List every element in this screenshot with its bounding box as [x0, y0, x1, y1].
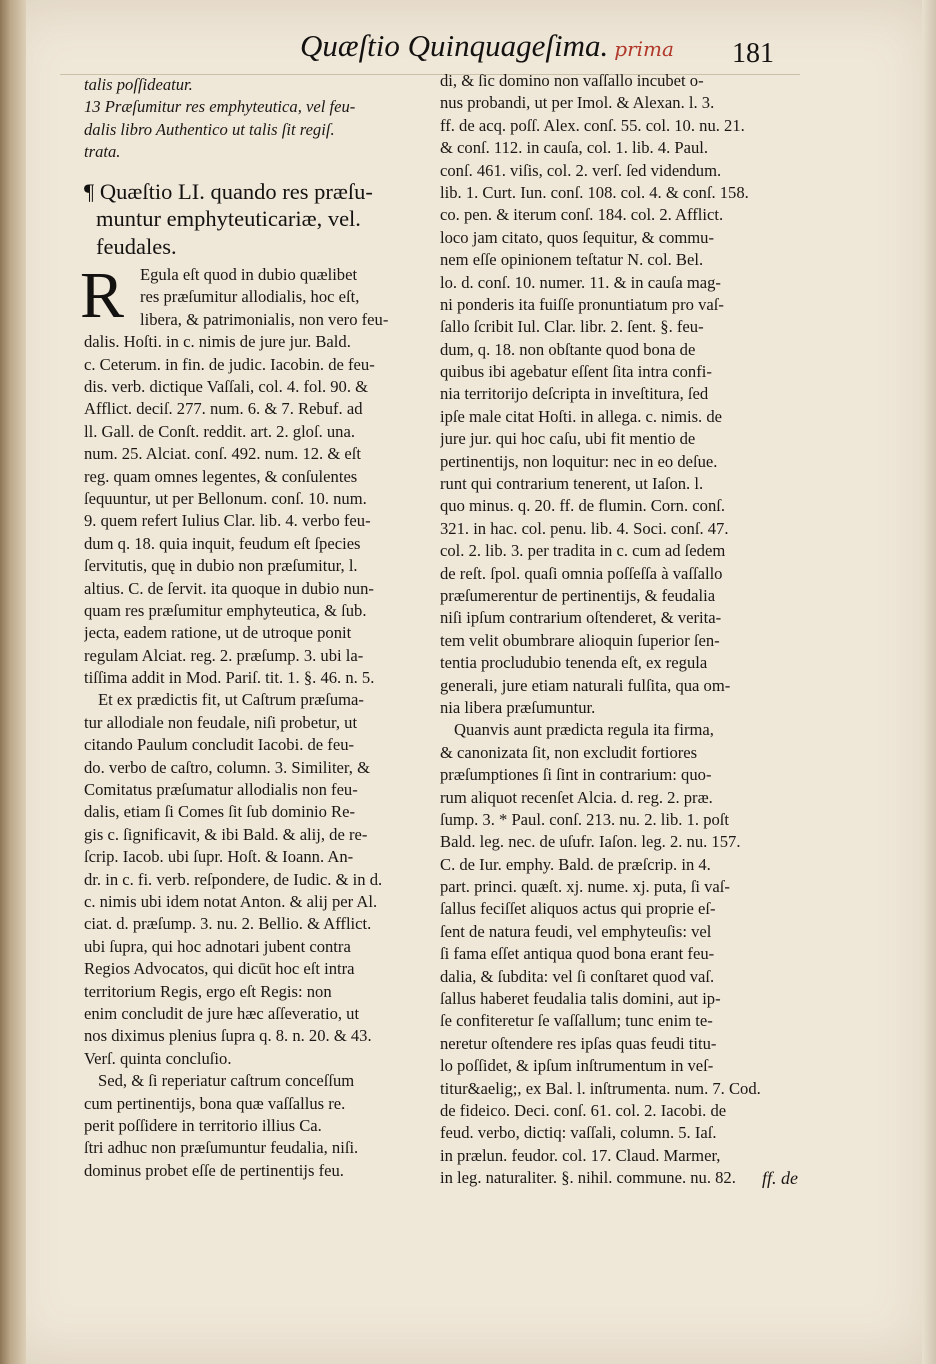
text-line: reg. quam omnes legentes, & conſulentes — [84, 466, 358, 486]
text-line: ſent de natura feudi, vel emphyteuſis: vel — [440, 921, 712, 941]
text-line: altius. C. de ſervit. ita quoque in dubio nun- — [84, 578, 374, 598]
text-line: do. verbo de caſtro, column. 3. Similiter, & — [84, 757, 370, 777]
text-line: ſtri adhuc non præſumuntur feudalia, niſi. — [84, 1138, 359, 1158]
text-line: in leg. naturaliter. §. nihil. commune. nu. 82. — [440, 1168, 736, 1188]
text-line: nem eſſe opinionem teſtatur N. col. Bel. — [440, 250, 704, 270]
text-line: regulam Alciat. reg. 2. præſump. 3. ubi la- — [84, 645, 364, 665]
text-line: ſe confiteretur ſe vaſſallum; tunc enim te- — [440, 1011, 713, 1031]
text-line: dis. verb. dictique Vaſſali, col. 4. fol. 90. & — [84, 377, 369, 397]
text-line: neretur oſtendere res ipſas quas feudi titu- — [440, 1033, 717, 1053]
text-line: ll. Gall. de Conſt. reddit. art. 2. gloſ. una. — [84, 421, 355, 441]
text-line: c. Ceterum. in fin. de judic. Iacobin. de feu- — [84, 354, 375, 374]
book-binding — [0, 0, 26, 1364]
text-line: lo poſſidet, & ipſum inſtrumentum in veſ- — [440, 1056, 714, 1076]
text-line: libera, & patrimonialis, non vero feu- — [140, 309, 389, 329]
text-line: gis c. ſignificavit, & ibi Bald. & alij, de re- — [84, 824, 368, 844]
text-line: enim concludit de jure hæc aſſeveratio, ut — [84, 1003, 360, 1023]
text-line: Comitatus præſumatur allodialis non feu- — [84, 780, 358, 800]
left-column — [80, 74, 418, 1182]
text-line: nus probandi, ut per Imol. & Alexan. l. 3. — [440, 93, 715, 113]
text-line: ſallo ſcribit Iul. Clar. libr. 2. ſent. §. feu- — [440, 317, 704, 337]
text-line: generali, jure etiam naturali fulſita, qua om- — [440, 675, 731, 695]
text-line: 9. quem refert Iulius Clar. lib. 4. verbo feu- — [84, 511, 371, 531]
text-line: nos diximus plenius ſupra q. 8. n. 20. & 43. — [84, 1026, 372, 1046]
text-line: tiſſima addit in Mod. Pariſ. tit. 1. §. 46. n. 5. — [84, 668, 375, 688]
question-heading — [84, 178, 418, 261]
text-line: dum, q. 18. non obſtante quod bona de — [440, 339, 696, 359]
text-line: ſcrip. Iacob. ubi ſupr. Hoſt. & Ioann. An- — [84, 847, 354, 867]
text-line: ſi fama eſſet antiqua quod bona erant feu- — [440, 944, 715, 964]
text-line: jecta, eadem ratione, ut de utroque ponit — [84, 623, 352, 643]
opening-lines — [84, 74, 418, 164]
text-line: Regios Advocatos, qui dicūt hoc eſt intra — [84, 959, 355, 979]
text-line: trata. — [84, 142, 121, 162]
heading-line: muntur emphyteuticariæ, vel. — [96, 206, 361, 232]
text-line: ff. de acq. poſſ. Alex. conſ. 55. col. 10. nu. 21. — [440, 115, 745, 135]
text-line: Verſ. quinta concluſio. — [84, 1048, 232, 1068]
text-line: præſumptiones ſi ſint in contrarium: quo- — [440, 765, 712, 785]
text-line: dalis, etiam ſi Comes ſit ſub dominio Re- — [84, 802, 356, 822]
heading-line: feudales. — [96, 233, 177, 259]
text-line: feud. verbo, dictiq: vaſſali, column. 5. Iaſ. — [440, 1123, 717, 1143]
text-line: dalis libro Authentico ut talis ſit regiſ. — [84, 119, 335, 139]
text-line: & canonizata ſit, non excludit fortiores — [440, 742, 698, 762]
text-line: dr. in c. fi. verb. reſpondere, de Iudic. & in d. — [84, 869, 383, 889]
text-line: Et ex prædictis fit, ut Caſtrum præſuma- — [98, 690, 364, 710]
text-line: quo minus. q. 20. ff. de flumin. Corn. conſ. — [440, 496, 725, 516]
text-line: col. 2. lib. 3. per tradita in c. cum ad ſedem — [440, 541, 726, 561]
text-line: perit poſſidere in territorio illius Ca. — [84, 1115, 322, 1135]
text-line: & conſ. 112. in cauſa, col. 1. lib. 4. Paul. — [440, 138, 709, 158]
text-line: quam res præſumitur emphyteutica, & ſub. — [84, 600, 367, 620]
text-line: c. nimis ubi idem notat Anton. & alij per Al. — [84, 892, 378, 911]
text-line: part. princi. quæſt. xj. nume. xj. puta, ſi vaſ- — [440, 877, 730, 897]
text-line: talis poſſideatur. — [84, 75, 193, 94]
text-line: di, & ſic domino non vaſſallo incubet o- — [440, 71, 704, 90]
text-line: Bald. leg. nec. de uſufr. Iaſon. leg. 2. nu. 157. — [440, 832, 741, 852]
running-head-title: Quæſtio Quinquageſima. — [300, 28, 609, 63]
text-line: C. de Iur. emphy. Bald. de præſcrip. in 4. — [440, 854, 711, 874]
text-line: ubi ſupra, qui hoc adnotari jubent contra — [84, 936, 351, 956]
text-line: ſump. 3. * Paul. conſ. 213. nu. 2. lib. 1. poſt — [440, 809, 730, 829]
page-edge — [922, 0, 936, 1364]
text-line: ciat. d. præſump. 3. nu. 2. Bellio. & Afflict. — [84, 914, 372, 934]
body-text — [80, 259, 418, 1182]
text-line: Quanvis aunt prædicta regula ita firma, — [454, 720, 714, 740]
text-line: num. 25. Alciat. conſ. 492. num. 12. & eſt — [84, 444, 361, 464]
text-line: titur&aelig;, ex Bal. l. inſtrumenta. num. 7. Cod. — [440, 1078, 761, 1098]
text-line: in prælun. feudor. col. 17. Claud. Marmer, — [440, 1145, 721, 1165]
text-line: 321. in hac. col. penu. lib. 4. Soci. conſ. 47. — [440, 518, 729, 538]
text-line: nia libera præſumuntur. — [440, 697, 596, 717]
text-line: ni ponderis ita fuiſſe pronuntiatum pro vaſ- — [440, 294, 724, 314]
text-line: ipſe male citat Hoſti. in allega. c. nimis. de — [440, 406, 723, 426]
text-line: territorium Regis, ergo eſt Regis: non — [84, 981, 332, 1001]
text-line: tem velit obumbrare alioquin ſuperior ſen- — [440, 630, 720, 650]
text-line: dum q. 18. quia inquit, feudum eſt ſpecies — [84, 533, 361, 553]
text-line: conſ. 461. viſis, col. 2. verſ. ſed videndum. — [440, 160, 722, 180]
text-line: lo. d. conſ. 10. numer. 11. & in cauſa mag- — [440, 272, 721, 292]
text-line: Sed, & ſi reperiatur caſtrum conceſſum — [98, 1071, 355, 1091]
text-line: quibus ibi agebatur eſſent ſita intra confi- — [440, 362, 712, 382]
catchword: ff. de — [762, 1168, 798, 1188]
text-line: Afflict. deciſ. 277. num. 6. & 7. Rebuf. ad — [84, 399, 363, 419]
handwritten-note: prima — [614, 37, 674, 61]
text-line: citando Paulum concludit Iacobi. de feu- — [84, 735, 355, 755]
text-line: dominus probet eſſe de pertinentijs feu. — [84, 1160, 344, 1180]
text-line: ſervitutis, quę in dubio non præſumitur, l. — [84, 556, 358, 576]
text-line: dalia, & ſubdita: vel ſi conſtaret quod vaſ. — [440, 966, 715, 986]
text-line: niſi ipſum contrarium oſtenderet, & verita- — [440, 608, 722, 628]
text-line: de reſt. ſpol. quaſi omnia poſſeſſa à vaſſallo — [440, 563, 723, 583]
text-line: præſumerentur de pertinentijs, & feudalia — [440, 585, 716, 605]
text-line: ſequuntur, ut per Bellonum. conſ. 10. num. — [84, 488, 367, 508]
text-line: lib. 1. Curt. Iun. conſ. 108. col. 4. & conſ. 158. — [440, 182, 749, 202]
heading-line: ¶ Quæſtio LI. quando res præſu- — [84, 178, 373, 204]
text-line: runt qui contrarium tenerent, ut Iaſon. l. — [440, 474, 704, 494]
text-line: dalis. Hoſti. in c. nimis de jure jur. Bald. — [84, 332, 351, 352]
text-line: de fideico. Deci. conſ. 61. col. 2. Iacobi. de — [440, 1100, 727, 1120]
text-line: res præſumitur allodialis, hoc eſt, — [140, 287, 360, 307]
text-line: co. pen. & iterum conſ. 184. col. 2. Afflict. — [440, 205, 724, 225]
text-line: nia territorijo deſcripta in inveſtitura, ſed — [440, 384, 709, 404]
drop-cap: R — [80, 259, 125, 333]
running-head — [300, 28, 800, 68]
text-line: Egula eſt quod in dubio quælibet — [140, 265, 358, 285]
text-line: jure jur. qui hoc caſu, ubi fit mentio de — [440, 429, 696, 449]
text-line: ſallus haberet feudalia talis domini, aut ip- — [440, 989, 721, 1009]
text-line: 13 Præſumitur res emphyteutica, vel feu- — [84, 97, 356, 117]
text-line: rum aliquot recenſet Alcia. d. reg. 2. præ. — [440, 787, 713, 807]
text-line: loco jam citato, quos ſequitur, & commu- — [440, 227, 714, 247]
text-line: cum pertinentijs, bona quæ vaſſallus re. — [84, 1093, 346, 1113]
text-line: pertinentijs, non loquitur: nec in eo deſue. — [440, 451, 718, 471]
text-line: tentia procludubio tenenda eſt, ex regula — [440, 653, 708, 673]
text-line: tur allodiale non feudale, niſi probetur, ut — [84, 712, 358, 732]
folio-number: 181 — [732, 38, 774, 69]
text-line: ſallus feciſſet aliquos actus qui proprie eſ- — [440, 899, 716, 919]
right-column — [440, 70, 802, 1190]
